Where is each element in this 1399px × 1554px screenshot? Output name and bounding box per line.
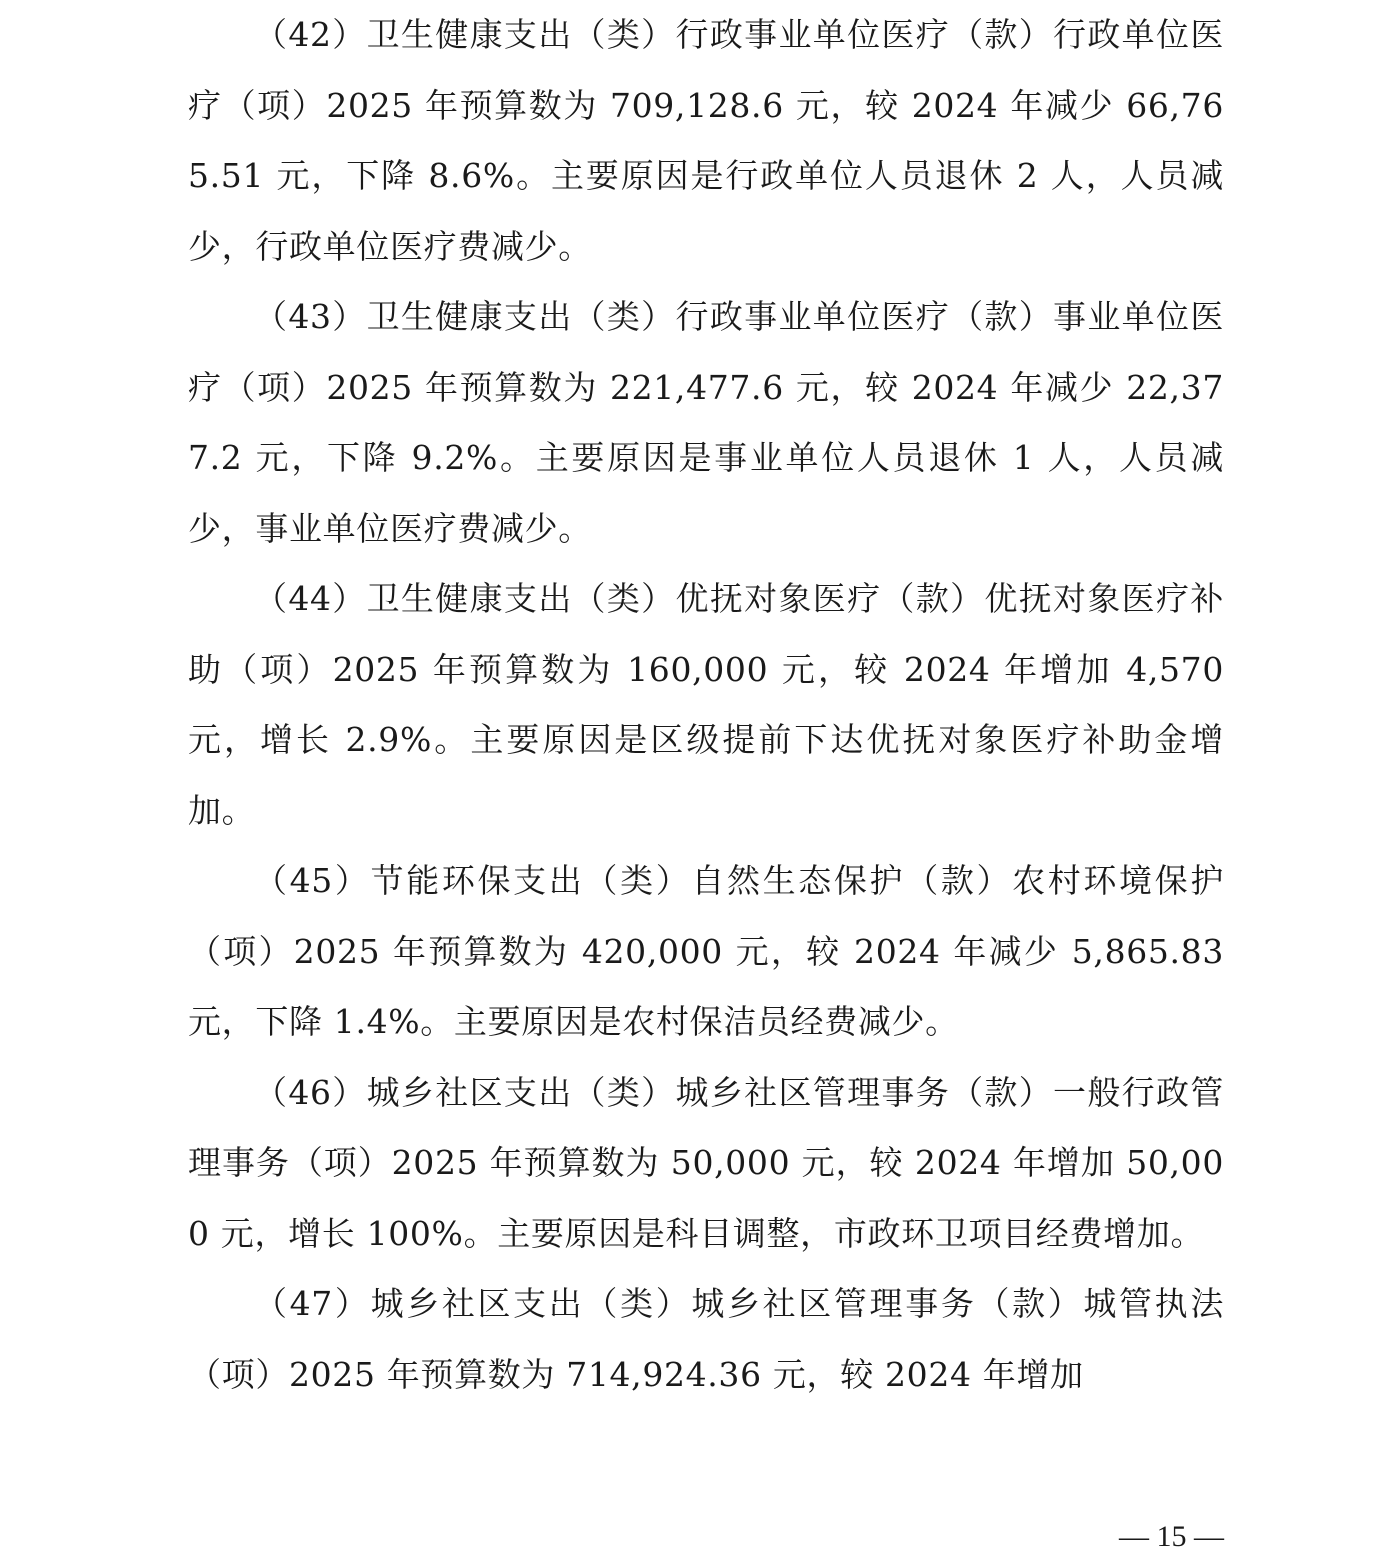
paragraph-44: （44）卫生健康支出（类）优抚对象医疗（款）优抚对象医疗补助（项）2025 年预算数为 160,000 元，较 2024 年增加 4,570 元，增长 2.9%。主要原因是区级提前下达优抚对象医疗补助金增加。 [188, 579, 1224, 830]
document-body [188, 0, 1224, 1410]
paragraph-46: （46）城乡社区支出（类）城乡社区管理事务（款）一般行政管理事务（项）2025 年预算数为 50,000 元，较 2024 年增加 50,000 元，增长 100%。主要原因是科目调整，市政环卫项目经费增加。 [188, 1072, 1224, 1253]
page-number: — 15 — [1119, 1520, 1224, 1553]
paragraph-43: （43）卫生健康支出（类）行政事业单位医疗（款）事业单位医疗（项）2025 年预算数为 221,477.6 元，较 2024 年减少 22,377.2 元，下降 9.2%。主要原因是事业单位人员退休 1 人，人员减少，事业单位医疗费减少。 [188, 297, 1224, 548]
paragraph-45: （45）节能环保支出（类）自然生态保护（款）农村环境保护（项）2025 年预算数为 420,000 元，较 2024 年减少 5,865.83 元，下降 1.4%。主要原因是农村保洁员经费减少。 [188, 861, 1224, 1041]
paragraph-42: （42）卫生健康支出（类）行政事业单位医疗（款）行政单位医疗（项）2025 年预算数为 709,128.6 元，较 2024 年减少 66,765.51 元，下降 8.6%。主要原因是行政单位人员退休 2 人，人员减少，行政单位医疗费减少。 [188, 15, 1224, 266]
paragraph-47: （47）城乡社区支出（类）城乡社区管理事务（款）城管执法（项）2025 年预算数为 714,924.36 元，较 2024 年增加 [188, 1284, 1224, 1394]
